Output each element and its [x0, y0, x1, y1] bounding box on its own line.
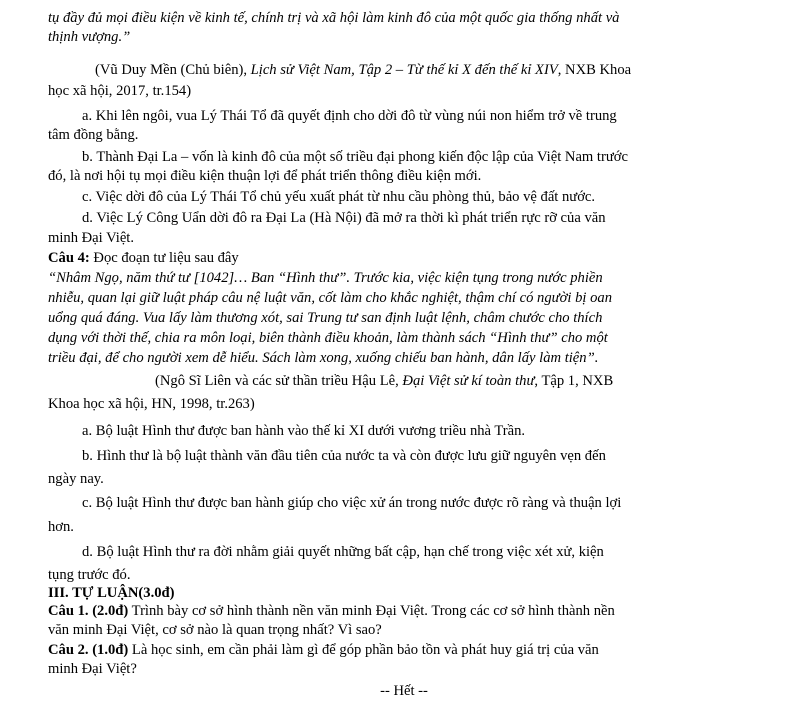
section-heading: III. TỰ LUẬN(3.0đ)	[48, 585, 175, 601]
end-marker: -- Hết --	[380, 683, 428, 699]
source-citation	[95, 62, 631, 79]
quote-line: thịnh vượng.”	[48, 29, 131, 45]
option-a: a. Khi lên ngôi, vua Lý Thái Tổ đã quyết định cho dời đô từ vùng núi non hiểm trở về trung	[82, 108, 617, 124]
option-d: d. Việc Lý Công Uẩn dời đô ra Đại La (Hà Nội) đã mở ra thời kì phát triển rực rỡ của văn	[82, 210, 606, 226]
question-text: Trình bày cơ sở hình thành nền văn minh Đại Việt. Trong các cơ sở hình thành nền	[128, 603, 615, 619]
question-label: Câu 2. (1.0đ)	[48, 642, 129, 658]
citation-text: , NXB Khoa	[557, 62, 632, 78]
citation-text: (Vũ Duy Mền (Chủ biên),	[95, 62, 251, 78]
question-4-header	[48, 250, 239, 267]
essay-question-1-cont: văn minh Đại Việt, cơ sở nào là quan trọng nhất? Vì sao?	[48, 622, 382, 638]
option-d-cont: minh Đại Việt.	[48, 230, 135, 246]
essay-question-2-cont: minh Đại Việt?	[48, 661, 137, 677]
quote-line: dụng với thời thế, chia ra môn loại, biên thành điều khoản, làm thành sách “Hình thư” cho một	[48, 330, 608, 346]
option-b-cont: đó, là nơi hội tụ mọi điều kiện thuận lợi để phát triển thông điều kiện mới.	[48, 168, 482, 184]
citation-text: (Ngô Sĩ Liên và các sử thần triều Hậu Lê,	[155, 373, 403, 389]
quote-line: nhiễu, quan lại giữ luật pháp câu nệ luật văn, cốt làm cho khắc nghiệt, thậm chí có người bị oan	[48, 290, 612, 306]
option-b: b. Hình thư là bộ luật thành văn đầu tiên của nước ta và còn được lưu giữ nguyên vẹn đến	[82, 448, 606, 464]
option-a-cont: tâm đồng bằng.	[48, 127, 139, 143]
option-b-cont: ngày nay.	[48, 471, 104, 487]
question-prompt: Đọc đoạn tư liệu sau đây	[89, 250, 239, 266]
citation-line: Khoa học xã hội, HN, 1998, tr.263)	[48, 396, 255, 412]
essay-question-2	[48, 642, 599, 659]
option-d: d. Bộ luật Hình thư ra đời nhằm giải quyết những bất cập, hạn chế trong việc xét xử, kiện	[82, 544, 604, 560]
quote-line: uổng quá đáng. Vua lấy làm thương xót, sai Trung tư san định luật lệnh, châm chước cho thích	[48, 310, 603, 326]
essay-question-1	[48, 603, 615, 620]
citation-title: Đại Việt sử kí toàn thư	[402, 373, 535, 389]
question-label: Câu 1. (2.0đ)	[48, 603, 129, 619]
option-c-cont: hơn.	[48, 519, 74, 535]
quote-line: “Nhâm Ngọ, năm thứ tư [1042]… Ban “Hình thư”. Trước kia, việc kiện tụng trong nước phiền	[48, 270, 603, 286]
source-citation	[155, 373, 613, 390]
quote-line: triều đại, để cho người xem dễ hiểu. Sách làm xong, xuống chiếu ban hành, dân lấy làm tiện”.	[48, 350, 599, 366]
question-label: Câu 4:	[48, 250, 90, 266]
citation-line: học xã hội, 2017, tr.154)	[48, 83, 192, 99]
quote-line: tụ đầy đủ mọi điều kiện về kinh tế, chính trị và xã hội làm kinh đô của một quốc gia thống nhất và	[48, 10, 620, 26]
option-c: c. Việc dời đô của Lý Thái Tổ chủ yếu xuất phát từ nhu cầu phòng thủ, bảo vệ đất nước.	[82, 189, 596, 205]
citation-text: , Tập 1, NXB	[534, 373, 614, 389]
question-text: Là học sinh, em cần phải làm gì để góp phần bảo tồn và phát huy giá trị của văn	[128, 642, 599, 658]
option-a: a. Bộ luật Hình thư được ban hành vào thế kỉ XI dưới vương triều nhà Trần.	[82, 423, 526, 439]
option-b: b. Thành Đại La – vốn là kinh đô của một số triều đại phong kiến độc lập của Việt Nam trước	[82, 149, 628, 165]
citation-title: Lịch sử Việt Nam, Tập 2 – Từ thế kỉ X đến thế kỉ XIV	[250, 62, 558, 78]
option-d-cont: tụng trước đó.	[48, 567, 131, 583]
option-c: c. Bộ luật Hình thư được ban hành giúp cho việc xử án trong nước được rõ ràng và thuận lợi	[82, 495, 622, 511]
